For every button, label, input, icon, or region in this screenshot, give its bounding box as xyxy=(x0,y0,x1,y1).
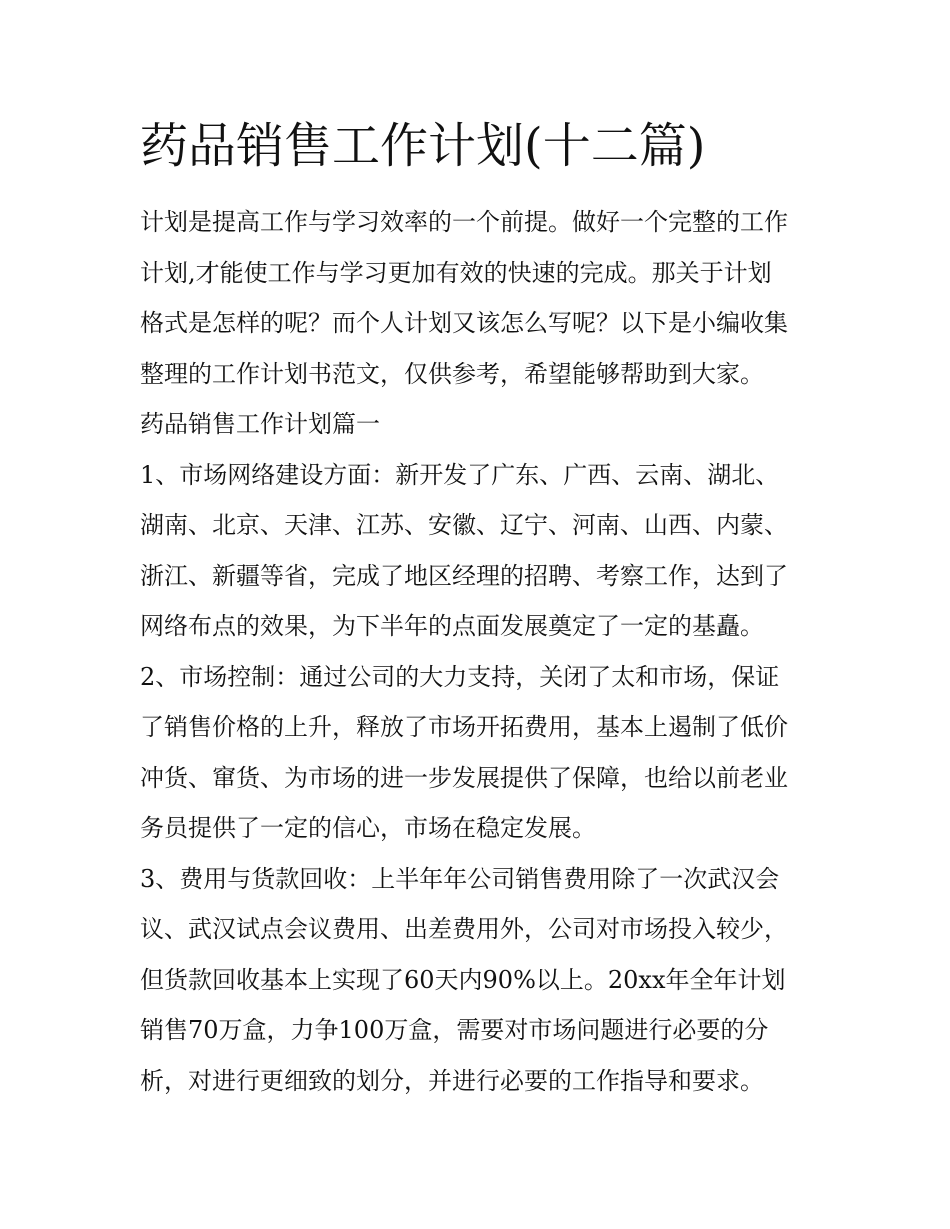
body-line: 议、武汉试点会议费用、出差费用外，公司对市场投入较少， xyxy=(140,915,788,943)
document-title: 药品销售工作计划(十二篇) xyxy=(140,118,706,174)
body-line: 冲货、窜货、为市场的进一步发展提供了保障，也给以前老业 xyxy=(140,763,788,792)
body-line: 了销售价格的上升，释放了市场开拓费用，基本上遏制了低价 xyxy=(140,713,788,741)
body-line: 湖南、北京、天津、江苏、安徽、辽宁、河南、山西、内蒙、 xyxy=(140,511,788,539)
body-line: 网络布点的效果，为下半年的点面发展奠定了一定的基矗。 xyxy=(140,612,764,640)
body-line: 整理的工作计划书范文，仅供参考，希望能够帮助到大家。 xyxy=(140,359,764,388)
body-line: 计划,才能使工作与学习更加有效的快速的完成。那关于计划 xyxy=(140,258,772,287)
body-line: 1、市场网络建设方面：新开发了广东、广西、云南、湖北、 xyxy=(140,460,780,489)
body-line: 但货款回收基本上实现了60天内90%以上。20xx年全年计划 xyxy=(140,965,786,994)
body-line: 析，对进行更细致的划分，并进行必要的工作指导和要求。 xyxy=(140,1066,764,1095)
document-body xyxy=(140,197,830,1106)
body-line: 3、费用与货款回收：上半年年公司销售费用除了一次武汉会 xyxy=(140,864,780,893)
body-line: 浙江、新疆等省，完成了地区经理的招聘、考察工作，达到了 xyxy=(140,561,788,590)
body-line: 计划是提高工作与学习效率的一个前提。做好一个完整的工作 xyxy=(140,208,788,236)
section-heading: 药品销售工作计划篇一 xyxy=(140,410,380,438)
body-line: 格式是怎样的呢？而个人计划又该怎么写呢？以下是小编收集 xyxy=(140,309,788,337)
body-line: 销售70万盒，力争100万盒，需要对市场问题进行必要的分 xyxy=(140,1016,769,1044)
body-line: 务员提供了一定的信心，市场在稳定发展。 xyxy=(140,814,596,842)
body-line: 2、市场控制：通过公司的大力支持，关闭了太和市场，保证 xyxy=(140,662,780,691)
